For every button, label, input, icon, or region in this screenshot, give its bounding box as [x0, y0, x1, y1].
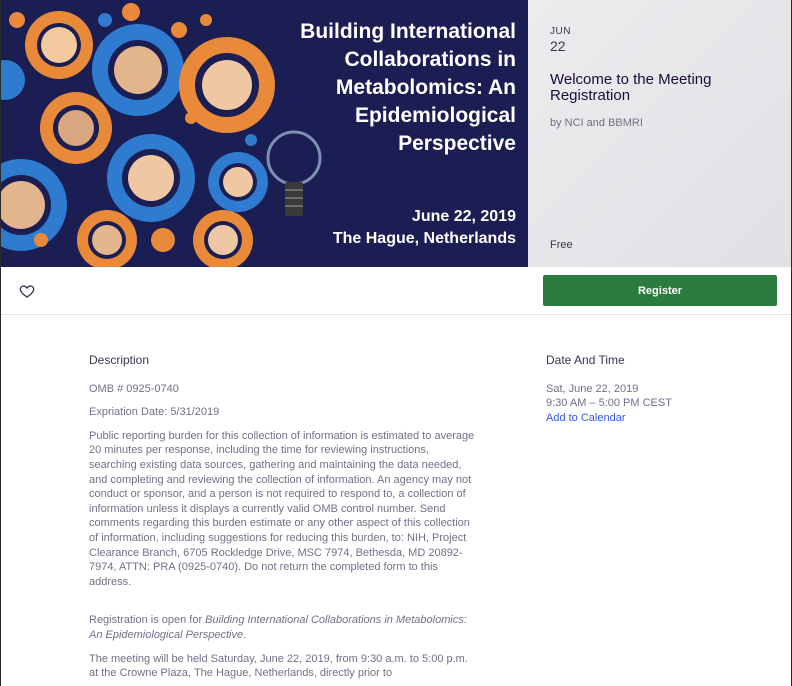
- gear-icon: [208, 152, 268, 212]
- burden-statement: Public reporting burden for this collection of information is estimated to average 20 minutes per response, including the time for reviewing instructions, searching existing data sources, gathering and maintaining the data needed, and completing and reviewing the collection of information. An agency may not conduct or sponsor, and a person is not required to respond to, a collection of information unless it displays a currently valid OMB control number. Send comments regarding this burden estimate or any other aspect of this collection of information, including suggestions for reducing this burden, to: NIH, Project Clearance Branch, 6705 Rockledge Drive, MSC 7974, Bethesda, MD 20892-7974, ATTN: PRA (0925-0740). Do not return the completed form to this address.: [89, 429, 475, 588]
- event-hero: [1, 0, 791, 267]
- event-details: [1, 315, 791, 686]
- expiration-date: Expriation Date: 5/31/2019: [89, 406, 220, 419]
- action-bar: [1, 267, 791, 315]
- description-section: [89, 353, 479, 686]
- registration-statement: Registration is open for Building International Collaborations in Metabolomics: An Epidemiological Perspective.: [89, 614, 467, 641]
- meeting-title: Building International Collaborations in Metabolomics: An Epidemiological Perspective: [89, 614, 467, 641]
- event-day: 22: [550, 38, 566, 54]
- gear-icon: [92, 24, 184, 116]
- event-summary-panel: [528, 0, 791, 267]
- event-banner-image: [1, 0, 528, 267]
- banner-date-location: [333, 206, 516, 250]
- gear-icon: [1, 159, 67, 251]
- event-date: Sat, June 22, 2019: [546, 382, 639, 395]
- banner-location: The Hague, Netherlands: [332, 230, 516, 247]
- heart-icon[interactable]: [19, 283, 35, 299]
- gear-icon: [107, 134, 195, 222]
- description-heading: Description: [89, 353, 150, 367]
- event-time: 9:30 AM – 5:00 PM CEST: [546, 397, 672, 410]
- meeting-details: The meeting will be held Saturday, June 22, 2019, from 9:30 a.m. to 5:00 p.m. at the Crowne Plaza, The Hague, Netherlands, directly prior to: [89, 652, 468, 680]
- omb-number: OMB # 0925-0740: [89, 382, 179, 395]
- event-page: [1, 0, 791, 686]
- gear-icon: [40, 92, 112, 164]
- gear-icon: [25, 11, 93, 79]
- gear-icon: [77, 210, 137, 267]
- banner-title: Building International Collaborations in Metabolomics: An Epidemiological Perspective: [300, 20, 516, 155]
- date-time-section: [546, 353, 766, 425]
- event-title: Welcome to the Meeting Registration: [550, 71, 712, 104]
- register-button[interactable]: Register: [543, 275, 777, 306]
- banner-date: June 22, 2019: [411, 208, 516, 225]
- event-price: Free: [550, 239, 573, 251]
- date-time-heading: Date And Time: [546, 353, 625, 367]
- gear-icon: [193, 210, 253, 267]
- event-month: JUN: [550, 26, 571, 37]
- add-to-calendar-link[interactable]: Add to Calendar: [546, 411, 626, 424]
- event-organizer[interactable]: by NCI and BBMRI: [550, 117, 643, 129]
